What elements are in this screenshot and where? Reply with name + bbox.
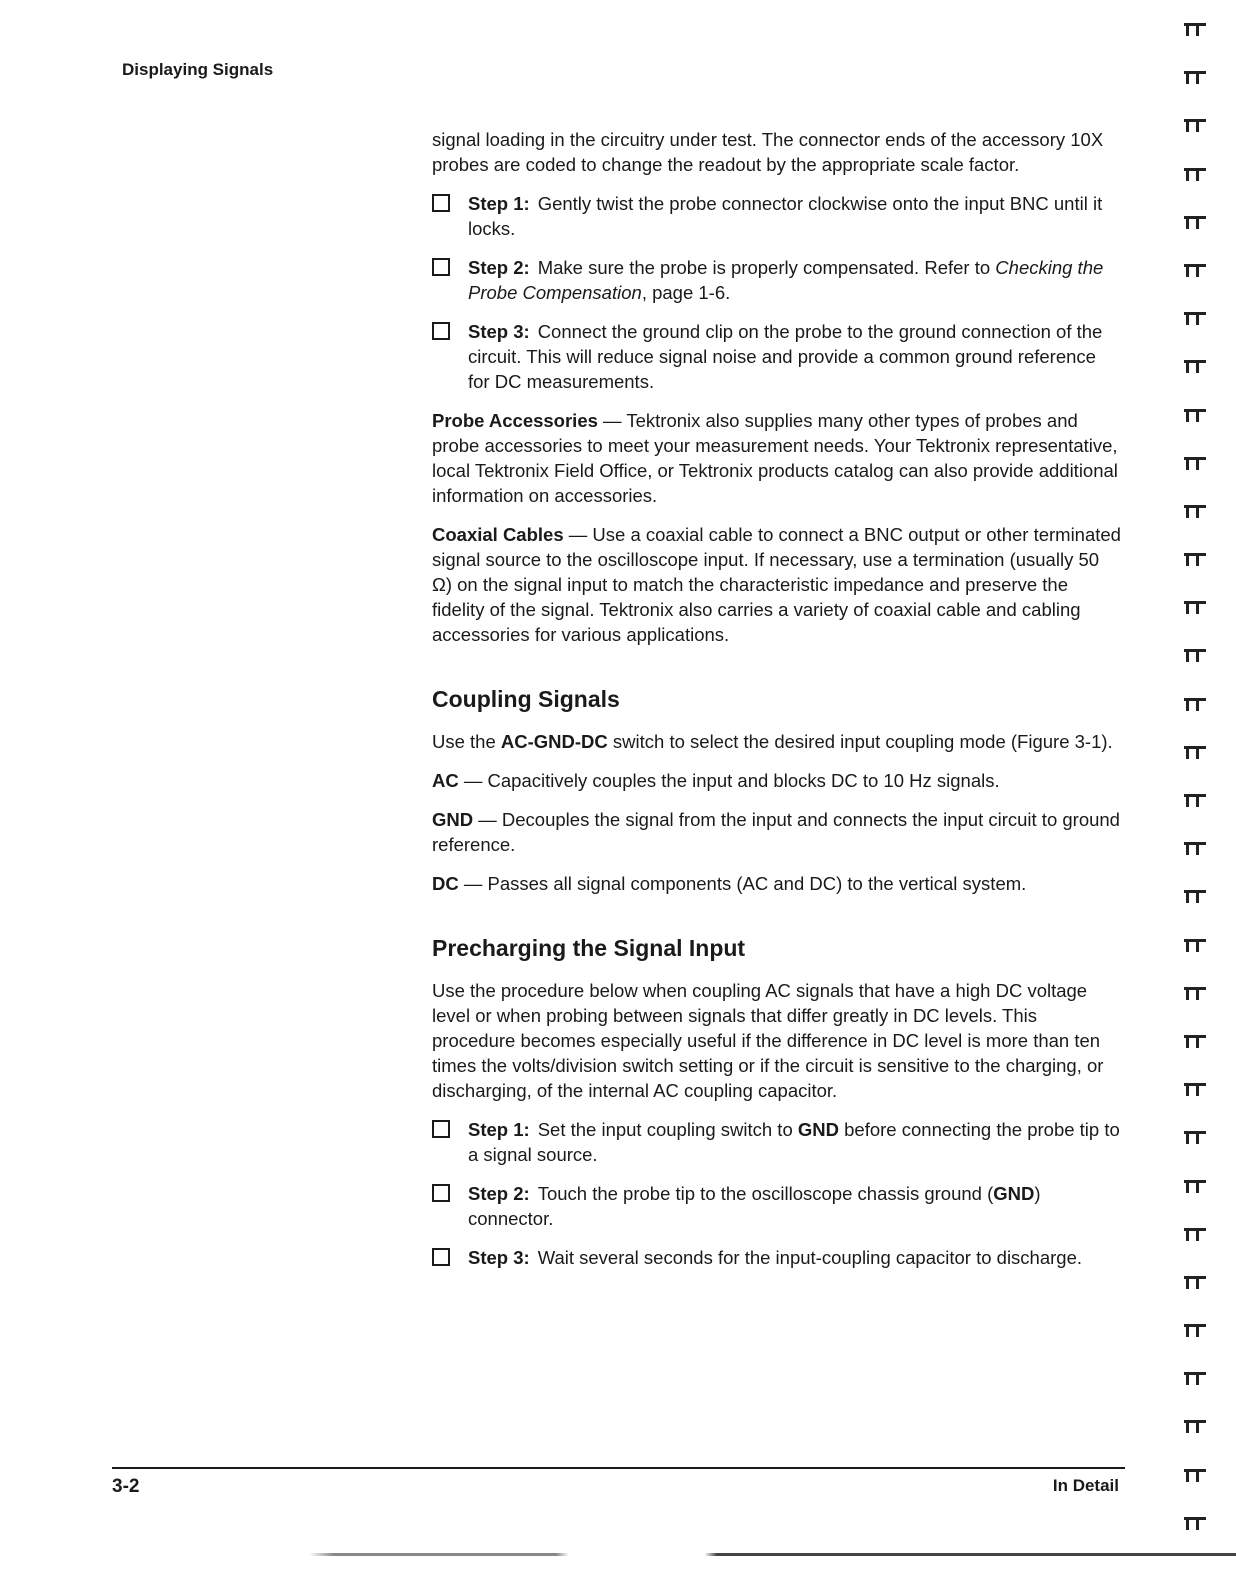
checkbox-icon <box>432 258 450 276</box>
mode-term: AC <box>432 770 459 791</box>
step-text-end: , page 1-6. <box>641 282 731 303</box>
edge-tab-icon <box>1182 598 1208 614</box>
edge-tab-icon <box>1182 1177 1208 1193</box>
probe-step-2 <box>432 255 1122 305</box>
edge-tab-icon <box>1182 309 1208 325</box>
coupling-intro-text-end: switch to select the desired input coupling mode (Figure 3-1). <box>607 731 1113 752</box>
checkbox-icon <box>432 1184 450 1202</box>
edge-tab-icon <box>1182 68 1208 84</box>
coaxial-cables-term: Coaxial Cables <box>432 524 564 545</box>
step-text: Gently twist the probe connector clockwise onto the input BNC until it locks. <box>468 193 1103 239</box>
edge-tab-icon <box>1182 695 1208 711</box>
edge-tab-icon <box>1182 165 1208 181</box>
running-header-title: Displaying Signals <box>122 60 274 79</box>
cross-reference-link: Checking the Probe Compensation <box>468 257 1104 303</box>
page-content <box>432 127 1122 1284</box>
probe-step-1 <box>432 191 1122 241</box>
step-text: Touch the probe tip to the oscilloscope chassis ground ( <box>537 1183 994 1204</box>
edge-tab-icon <box>1182 1128 1208 1144</box>
coupling-intro <box>432 729 1122 754</box>
edge-tab-icon <box>1182 887 1208 903</box>
edge-tab-icon <box>1182 454 1208 470</box>
edge-tab-icon <box>1182 743 1208 759</box>
probe-accessories-text: — Tektronix also supplies many other types of probes and probe accessories to meet your measurement needs. Your Tektronix representative, local Tektronix Field Office, or Tektronix products catalog can also provide additional information on accessories. <box>432 410 1118 506</box>
step-label: Step 2: <box>468 1183 530 1204</box>
checkbox-icon <box>432 322 450 340</box>
mode-text: — Capacitively couples the input and blocks DC to 10 Hz signals. <box>458 770 1000 791</box>
edge-tab-icon <box>1182 213 1208 229</box>
step-label: Step 2: <box>468 257 530 278</box>
footer-section-title: In Detail <box>1052 1476 1119 1495</box>
step-text: Connect the ground clip on the probe to the ground connection of the circuit. This will reduce signal noise and provide a common ground reference for DC measurements. <box>468 321 1103 392</box>
edge-tab-icon <box>1182 1273 1208 1289</box>
edge-tab-icon <box>1182 1225 1208 1241</box>
mode-text: — Decouples the signal from the input and connects the input circuit to ground reference. <box>432 809 1120 855</box>
probe-step-3 <box>432 319 1122 394</box>
step-label: Step 1: <box>468 1119 530 1140</box>
precharging-heading: Precharging the Signal Input <box>432 935 746 961</box>
edge-tab-icon <box>1182 839 1208 855</box>
checkbox-icon <box>432 1120 450 1138</box>
precharge-step-2 <box>432 1181 1122 1231</box>
edge-tab-icon <box>1182 116 1208 132</box>
page-number: 3-2 <box>112 1476 140 1497</box>
edge-tab-icon <box>1182 1417 1208 1433</box>
edge-tab-icon <box>1182 502 1208 518</box>
coupling-switch-term: AC-GND-DC <box>500 731 608 752</box>
edge-tab-icon <box>1182 1321 1208 1337</box>
precharge-step-1 <box>432 1117 1122 1167</box>
edge-tab-icon <box>1182 984 1208 1000</box>
edge-tab-icon <box>1182 1032 1208 1048</box>
edge-tab-icon <box>1182 357 1208 373</box>
coupling-mode-ac <box>432 768 1122 793</box>
step-label: Step 3: <box>468 1247 530 1268</box>
step-text: Set the input coupling switch to <box>537 1119 798 1140</box>
checkbox-icon <box>432 194 450 212</box>
coaxial-cables-paragraph <box>432 522 1122 647</box>
precharge-step-3 <box>432 1245 1122 1270</box>
step-bold-term: GND <box>797 1119 839 1140</box>
coupling-mode-gnd <box>432 807 1122 857</box>
step-text-end: before connecting the probe tip to a signal source. <box>468 1119 1120 1165</box>
step-bold-term: GND <box>993 1183 1035 1204</box>
coaxial-cables-text: — Use a coaxial cable to connect a BNC output or other terminated signal source to the oscilloscope input. If necessary, use a termination (usually 50 Ω) on the signal input to match the characteristic impedance and preserve the fidelity of the signal. Tektronix also carries a variety of coaxial cable and cabling accessories for various applications. <box>432 524 1121 645</box>
footer-rule <box>112 1467 1125 1469</box>
probe-accessories-term: Probe Accessories <box>432 410 598 431</box>
step-label: Step 1: <box>468 193 530 214</box>
precharging-intro: Use the procedure below when coupling AC signals that have a high DC voltage level or when probing between signals that differ greatly in DC levels. This procedure becomes especially useful if the difference in DC level is more than ten times the volts/division switch setting or if the circuit is sensitive to the charging, or discharging, of the internal AC coupling capacitor. <box>432 980 1104 1101</box>
step-text-end: ) connector. <box>468 1183 1041 1229</box>
step-text: Make sure the probe is properly compensated. Refer to <box>537 257 996 278</box>
edge-tab-icon <box>1182 550 1208 566</box>
edge-tab-icon <box>1182 1080 1208 1096</box>
edge-tab-icon <box>1182 261 1208 277</box>
edge-tab-icon <box>1182 1466 1208 1482</box>
step-label: Step 3: <box>468 321 530 342</box>
binding-edge-marks <box>1182 20 1218 1530</box>
coupling-heading: Coupling Signals <box>432 686 620 712</box>
coupling-mode-dc <box>432 871 1122 896</box>
edge-tab-icon <box>1182 791 1208 807</box>
edge-tab-icon <box>1182 1514 1208 1530</box>
edge-tab-icon <box>1182 20 1208 36</box>
edge-tab-icon <box>1182 1369 1208 1385</box>
edge-tab-icon <box>1182 406 1208 422</box>
mode-text: — Passes all signal components (AC and DC) to the vertical system. <box>458 873 1027 894</box>
edge-tab-icon <box>1182 646 1208 662</box>
checkbox-icon <box>432 1248 450 1266</box>
coupling-intro-text: Use the <box>432 731 501 752</box>
step-text: Wait several seconds for the input-coupling capacitor to discharge. <box>537 1247 1083 1268</box>
edge-tab-icon <box>1182 936 1208 952</box>
mode-term: GND <box>432 809 474 830</box>
probe-accessories-paragraph <box>432 408 1122 508</box>
mode-term: DC <box>432 873 459 894</box>
scan-artifact-line <box>0 1553 1236 1556</box>
intro-paragraph: signal loading in the circuitry under test. The connector ends of the accessory 10X probes are coded to change the readout by the appropriate scale factor. <box>432 129 1104 175</box>
